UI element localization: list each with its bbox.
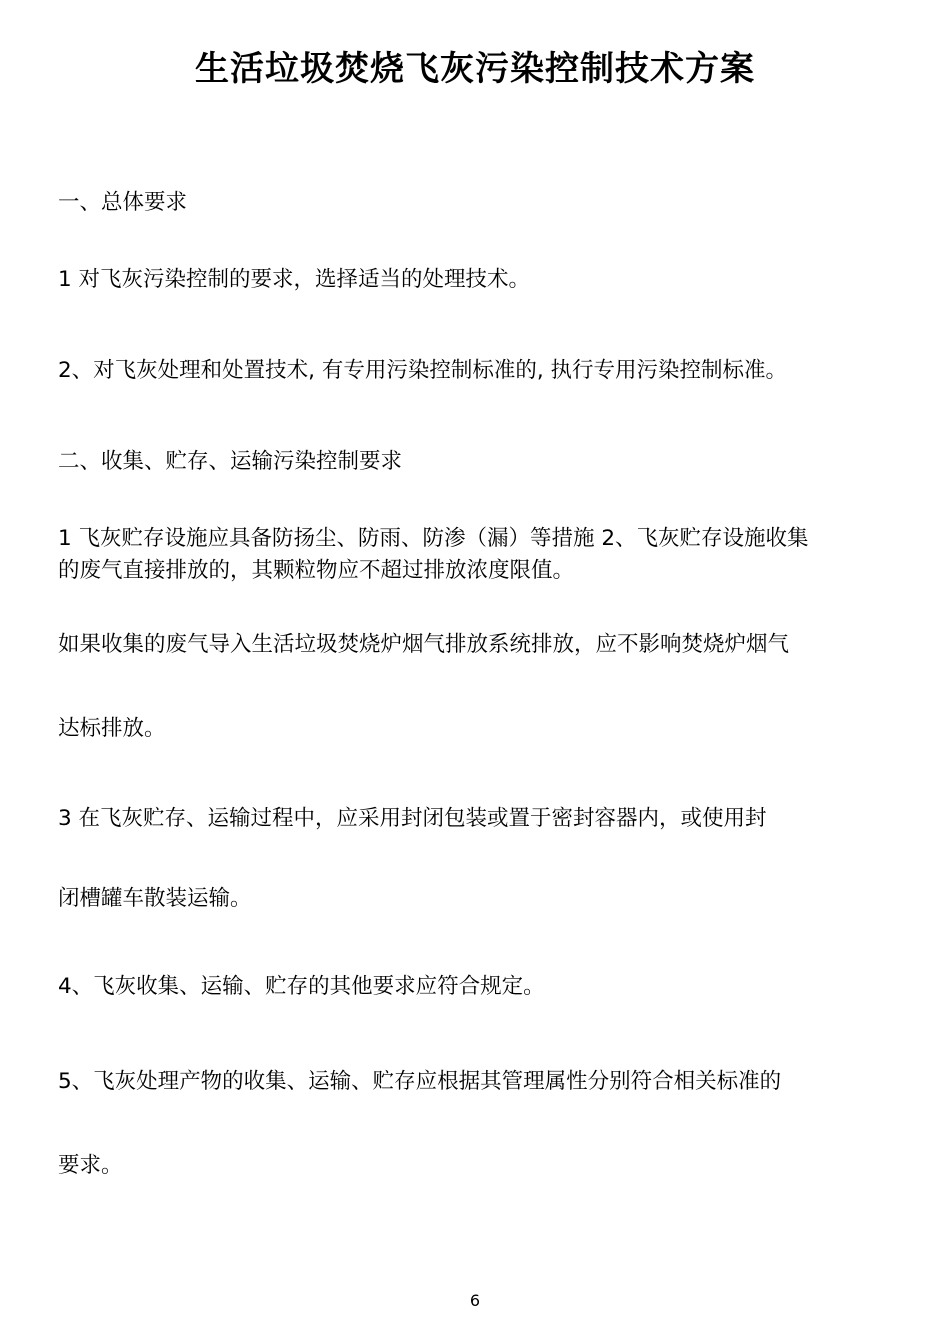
- paragraph-line: 闭槽罐车散装运输。: [58, 886, 252, 911]
- paragraph-line: 达标排放。: [58, 716, 166, 741]
- page-number: 6: [469, 1291, 481, 1310]
- section-heading-general: 一、总体要求: [58, 190, 188, 215]
- document-title: 生活垃圾焚烧飞灰污染控制技术方案: [195, 49, 755, 89]
- paragraph-line: 1 飞灰贮存设施应具备防扬尘、防雨、防渗（漏）等措施 2、飞灰贮存设施收集: [58, 526, 809, 551]
- paragraph-line: 3 在飞灰贮存、运输过程中，应采用封闭包装或置于密封容器内，或使用封: [58, 806, 767, 831]
- section-heading-collection: 二、收集、贮存、运输污染控制要求: [58, 449, 403, 474]
- paragraph-line: 2、对飞灰处理和处置技术, 有专用污染控制标准的, 执行专用污染控制标准。: [58, 358, 788, 383]
- paragraph-line: 的废气直接排放的，其颗粒物应不超过排放浓度限值。: [58, 558, 575, 583]
- paragraph-line: 5、飞灰处理产物的收集、运输、贮存应根据其管理属性分别符合相关标准的: [58, 1069, 782, 1094]
- paragraph-line: 要求。: [58, 1153, 123, 1178]
- paragraph-line: 4、飞灰收集、运输、贮存的其他要求应符合规定。: [58, 974, 545, 999]
- paragraph-line: 如果收集的废气导入生活垃圾焚烧炉烟气排放系统排放，应不影响焚烧炉烟气: [58, 632, 790, 657]
- paragraph-line: 1 对飞灰污染控制的要求，选择适当的处理技术。: [58, 267, 531, 292]
